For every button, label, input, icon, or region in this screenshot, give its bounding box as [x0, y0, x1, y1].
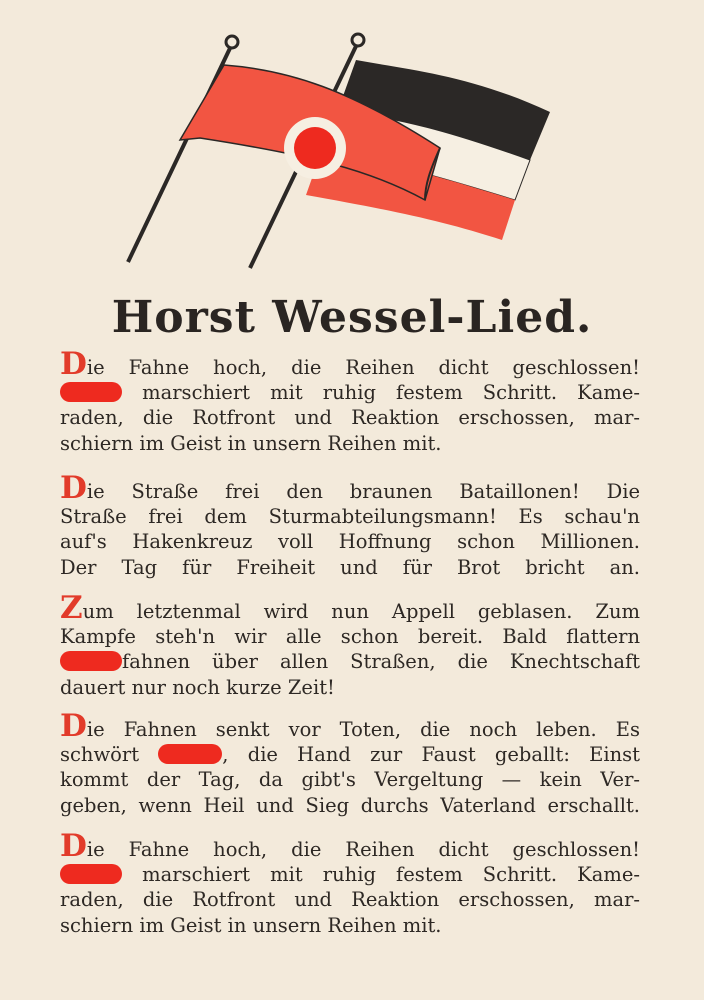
line-text: um letztenmal wird nun Appell geblasen. Zum: [82, 600, 640, 623]
stanza-line: [60, 828, 640, 864]
line-text: ie Fahnen senkt vor Toten, die noch leben. Es: [86, 718, 640, 741]
line-text: Straße frei dem Sturmabteilungsmann! Es schau'n: [60, 505, 640, 529]
line-text: ie Fahne hoch, die Reihen dicht geschlossen!: [86, 838, 640, 861]
line-text: dauert nur noch kurze Zeit!: [60, 675, 335, 699]
censor-mark: [158, 744, 222, 764]
line-text: geben, wenn Heil und Sieg durchs Vaterland erschallt.: [60, 793, 640, 817]
line-text: schiern im Geist in unsern Reihen mit.: [60, 431, 442, 455]
stanza-line: [60, 346, 640, 382]
flag-emblem-center: [294, 127, 336, 169]
stanza-line: [60, 431, 640, 456]
line-text: marschiert mit ruhig festem Schritt. Kame-: [122, 381, 640, 405]
front-pole-finial: [226, 36, 238, 48]
drop-cap: D: [60, 470, 87, 506]
stanza-line: [60, 887, 640, 912]
crossed-flags-illustration: [110, 30, 590, 280]
line-text: schwört: [60, 743, 159, 767]
line-text: , die Hand zur Faust geballt: Einst: [222, 743, 640, 767]
line-text: auf's Hakenkreuz voll Hoffnung schon Millionen.: [60, 530, 640, 554]
song-title: Horst Wessel-Lied.: [111, 292, 593, 343]
stanza-line: [60, 767, 640, 792]
line-text: ie Fahne hoch, die Reihen dicht geschlossen!: [86, 356, 640, 379]
stanza-line: [60, 380, 640, 405]
stanza-line: [60, 470, 640, 506]
stanza-line: [60, 405, 640, 430]
censor-mark: [60, 382, 122, 402]
stanza-3: [60, 590, 640, 700]
stanza-1: [60, 346, 640, 456]
stanza-line: [60, 555, 640, 580]
stanza-4: [60, 708, 640, 818]
stanza-line: [60, 793, 640, 818]
stanza-line: [60, 624, 640, 649]
drop-cap: Z: [60, 590, 83, 626]
stanza-line: [60, 913, 640, 938]
line-text: fahnen über allen Straßen, die Knechtschaft: [122, 650, 640, 674]
stanza-2: [60, 470, 640, 580]
stanza-line: [60, 708, 640, 744]
drop-cap: D: [60, 346, 87, 382]
line-text: schiern im Geist in unsern Reihen mit.: [60, 913, 442, 937]
stanza-line: [60, 504, 640, 529]
drop-cap: D: [60, 828, 87, 864]
line-text: kommt der Tag, da gibt's Vergeltung — kein Ver-: [60, 768, 640, 792]
line-text: Der Tag für Freiheit und für Brot bricht an.: [60, 555, 640, 579]
stanza-5: [60, 828, 640, 938]
line-text: Kampfe steh'n wir alle schon bereit. Bald flattern: [60, 625, 640, 649]
line-text: ie Straße frei den braunen Bataillonen! Die: [86, 480, 640, 503]
stanza-line: [60, 675, 640, 700]
stanza-line: [60, 649, 640, 674]
drop-cap: D: [60, 708, 87, 744]
stanza-line: [60, 590, 640, 626]
stanza-line: [60, 529, 640, 554]
rear-pole-finial: [352, 34, 364, 46]
line-text: marschiert mit ruhig festem Schritt. Kame-: [122, 863, 640, 887]
censor-mark: [60, 651, 122, 671]
censor-mark: [60, 864, 122, 884]
stanza-line: [60, 862, 640, 887]
line-text: raden, die Rotfront und Reaktion erschossen, mar-: [60, 406, 640, 430]
line-text: raden, die Rotfront und Reaktion erschossen, mar-: [60, 888, 640, 912]
stanza-line: [60, 742, 640, 767]
